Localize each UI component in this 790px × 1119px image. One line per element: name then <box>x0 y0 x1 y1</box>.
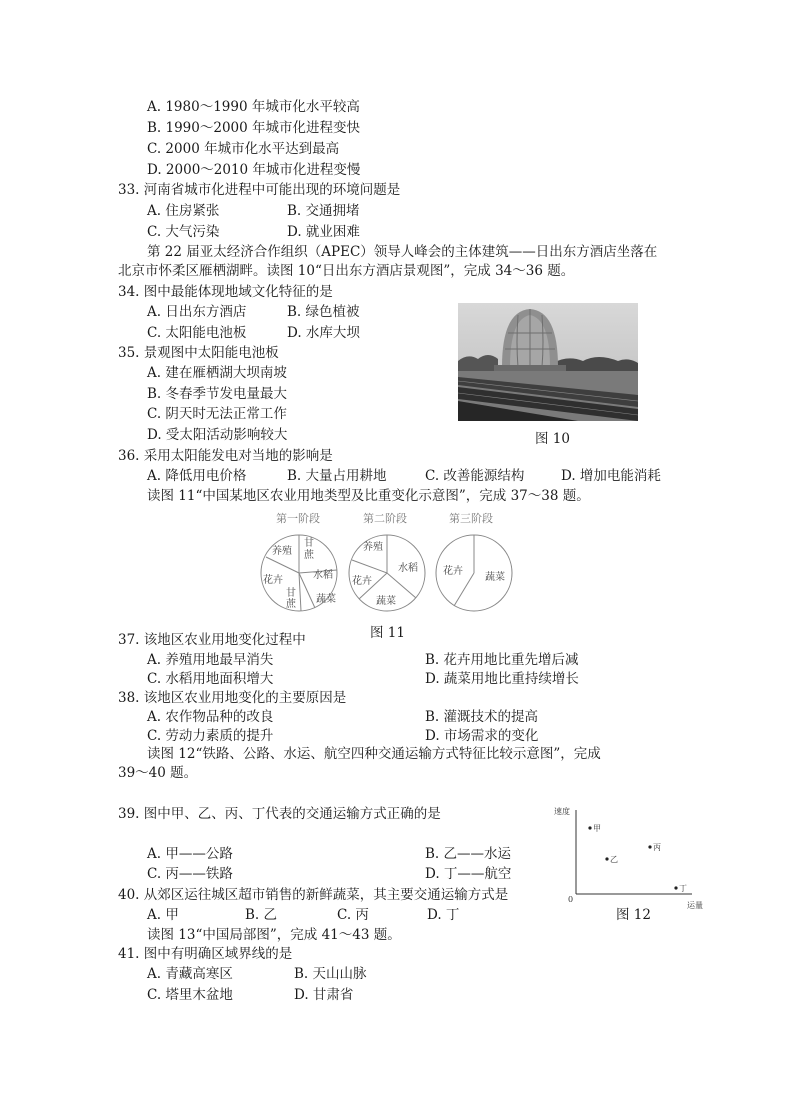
stage-1-label: 第一阶段 <box>276 512 320 525</box>
q38-option-b: B. 灌溉技术的提高 <box>425 709 539 725</box>
q41-stem: 41. 图中有明确区域界线的是 <box>118 946 293 962</box>
q35-stem: 35. 景观图中太阳能电池板 <box>118 345 279 361</box>
figure-11-caption: 图 11 <box>370 625 405 641</box>
q40-option-d: D. 丁 <box>427 907 460 923</box>
pie1-label-zhe-2: 蔗 <box>286 599 296 610</box>
hotel-landscape-photo <box>458 303 638 421</box>
q40-stem: 40. 从郊区运往城区超市销售的新鲜蔬菜，其主要交通运输方式是 <box>118 887 509 903</box>
q35-option-c: C. 阴天时无法正常工作 <box>147 406 287 422</box>
q33-stem: 33. 河南省城市化进程中可能出现的环境问题是 <box>118 182 401 198</box>
q36-option-c: C. 改善能源结构 <box>425 468 525 484</box>
q35-option-b: B. 冬春季节发电量最大 <box>147 386 288 402</box>
pie1-label-gan-2: 甘 <box>286 588 296 599</box>
q38-stem: 38. 该地区农业用地变化的主要原因是 <box>118 690 347 706</box>
q33-option-b: B. 交通拥堵 <box>287 203 360 219</box>
q39-option-d: D. 丁——航空 <box>425 866 512 882</box>
q40-option-b: B. 乙 <box>245 907 278 923</box>
point-jia-label: 甲 <box>593 824 601 833</box>
q40-option-c: C. 丙 <box>337 907 369 923</box>
q41-option-d: D. 甘肃省 <box>294 987 354 1003</box>
q32-option-d: D. 2000～2010 年城市化进程变慢 <box>147 162 361 178</box>
stage-3-label: 第三阶段 <box>449 512 493 525</box>
intro-39-line2: 39～40 题。 <box>118 765 198 781</box>
q36-option-a: A. 降低用电价格 <box>147 468 247 484</box>
pie2-label-huahui: 花卉 <box>352 576 372 587</box>
q39-stem: 39. 图中甲、乙、丙、丁代表的交通运输方式正确的是 <box>118 806 441 822</box>
q37-option-b: B. 花卉用地比重先增后减 <box>425 652 579 668</box>
q39-option-b: B. 乙——水运 <box>425 846 512 862</box>
q37-option-a: A. 养殖用地最早消失 <box>147 652 274 668</box>
pie1-label-huahui: 花卉 <box>263 575 283 586</box>
pie1-label-yangzhi: 养殖 <box>272 546 292 557</box>
figure-12-caption: 图 12 <box>616 907 651 923</box>
q38-option-a: A. 农作物品种的改良 <box>147 709 274 725</box>
q32-option-c: C. 2000 年城市化水平达到最高 <box>147 141 340 157</box>
q41-option-a: A. 青藏高寒区 <box>147 966 233 982</box>
intro-39-line1: 读图 12“铁路、公路、水运、航空四种交通运输方式特征比较示意图”，完成 <box>147 746 601 762</box>
intro-37: 读图 11“中国某地区农业用地类型及比重变化示意图”，完成 37～38 题。 <box>147 488 590 504</box>
land-use-pie-charts <box>256 508 526 620</box>
y-axis-label: 速度 <box>554 807 570 816</box>
pie2-label-shucai: 蔬菜 <box>376 596 396 607</box>
stage-2-label: 第二阶段 <box>363 512 407 525</box>
q32-option-b: B. 1990～2000 年城市化进程变快 <box>147 120 361 136</box>
pie3-label-huahui: 花卉 <box>443 566 463 577</box>
point-ding-label: 丁 <box>679 884 687 893</box>
q41-option-b: B. 天山山脉 <box>294 966 367 982</box>
q33-option-c: C. 大气污染 <box>147 224 220 240</box>
q38-option-d: D. 市场需求的变化 <box>425 728 539 744</box>
q37-stem: 37. 该地区农业用地变化过程中 <box>118 632 306 648</box>
pie2-label-shuidao: 水稻 <box>398 563 418 574</box>
intro-41: 读图 13“中国局部图”，完成 41～43 题。 <box>147 927 401 943</box>
q38-option-c: C. 劳动力素质的提升 <box>147 728 274 744</box>
q34-option-c: C. 太阳能电池板 <box>147 325 247 341</box>
q40-option-a: A. 甲 <box>147 907 179 923</box>
transport-speed-volume-graph <box>552 802 712 912</box>
q37-option-d: D. 蔬菜用地比重持续增长 <box>425 671 579 687</box>
q34-option-a: A. 日出东方酒店 <box>147 304 247 320</box>
q35-option-d: D. 受太阳活动影响较大 <box>147 427 288 443</box>
q36-option-b: B. 大量占用耕地 <box>287 468 387 484</box>
pie1-label-zhe: 蔗 <box>304 550 314 561</box>
q37-option-c: C. 水稻用地面积增大 <box>147 671 274 687</box>
intro-34-line1: 第 22 届亚太经济合作组织（APEC）领导人峰会的主体建筑——日出东方酒店坐落在 <box>147 244 658 260</box>
point-jia <box>588 826 591 829</box>
q33-option-d: D. 就业困难 <box>287 224 360 240</box>
pie1-label-gan: 甘 <box>304 538 314 549</box>
q34-stem: 34. 图中最能体现地域文化特征的是 <box>118 284 333 300</box>
point-yi <box>605 857 608 860</box>
q39-option-c: C. 丙——铁路 <box>147 866 233 882</box>
point-yi-label: 乙 <box>610 855 618 864</box>
pie2-label-yangzhi: 养殖 <box>363 542 383 553</box>
q33-option-a: A. 住房紧张 <box>147 203 220 219</box>
pie3-label-shucai: 蔬菜 <box>485 572 505 583</box>
figure-10-caption: 图 10 <box>535 431 570 447</box>
x-axis-label: 运量 <box>687 901 703 910</box>
point-bing-label: 丙 <box>653 843 661 852</box>
point-ding <box>674 886 677 889</box>
intro-34-line2: 北京市怀柔区雁栖湖畔。读图 10“日出东方酒店景观图”，完成 34～36 题。 <box>118 263 575 279</box>
q41-option-c: C. 塔里木盆地 <box>147 987 233 1003</box>
point-bing <box>648 845 651 848</box>
q39-option-a: A. 甲——公路 <box>147 846 233 862</box>
q34-option-d: D. 水库大坝 <box>287 325 360 341</box>
q32-option-a: A. 1980～1990 年城市化水平较高 <box>147 99 360 115</box>
q34-option-b: B. 绿色植被 <box>287 304 360 320</box>
pie1-label-shucai: 蔬菜 <box>316 594 336 605</box>
origin-label: 0 <box>568 895 574 904</box>
q36-option-d: D. 增加电能消耗 <box>561 468 661 484</box>
pie1-label-shuidao: 水稻 <box>313 570 333 581</box>
q36-stem: 36. 采用太阳能发电对当地的影响是 <box>118 448 333 464</box>
q35-option-a: A. 建在雁栖湖大坝南坡 <box>147 365 287 381</box>
